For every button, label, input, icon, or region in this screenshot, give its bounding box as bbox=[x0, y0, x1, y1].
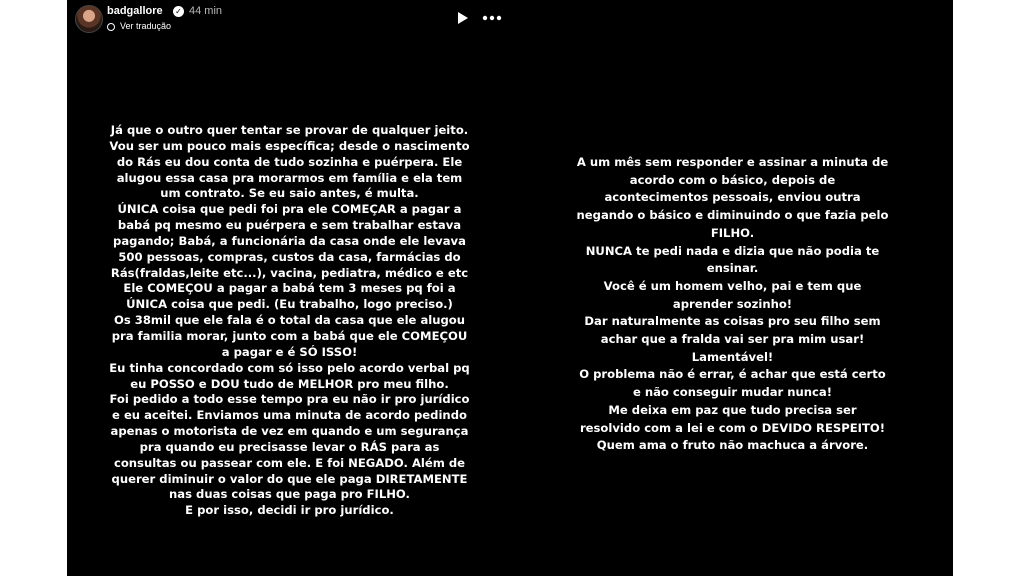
story-text-line: O problema não é errar, é achar que está certo bbox=[579, 367, 886, 382]
story-panel-right bbox=[512, 0, 953, 576]
story-text-line: do Rás eu dou conta de tudo sozinha e puérpera. Ele bbox=[116, 154, 463, 169]
story-text-line: Quem ama o fruto não machuca a árvore. bbox=[596, 438, 869, 453]
story-text-line: Já que o outro quer tentar se provar de qualquer jeito. bbox=[110, 123, 469, 137]
story-text-line: NUNCA te pedi nada e dizia que não podia te bbox=[585, 243, 880, 258]
verified-badge-icon: ✓ bbox=[173, 6, 184, 17]
story-panel-left bbox=[67, 0, 512, 576]
story-text-line: pra familia morar, junto com a babá que ele COMEÇOU bbox=[111, 328, 468, 343]
story-text-line: 500 pessoas, compras, custos da casa, farmácias do bbox=[118, 249, 461, 264]
story-text-line: nas duas coisas que paga pro FILHO. bbox=[169, 487, 410, 502]
profile-avatar[interactable] bbox=[75, 5, 103, 33]
story-text-line: pra quando eu precisasse levar o RÁS para as bbox=[139, 439, 440, 454]
story-text-line: Dar naturalmente as coisas pro seu filho sem bbox=[584, 314, 881, 329]
story-text-line: acordo com o básico, depois de bbox=[629, 172, 836, 187]
story-text-line: Os 38mil que ele fala é o total da casa que ele alugou bbox=[113, 313, 466, 328]
story-text-line: negando o básico e diminuindo o que fazia pelo bbox=[576, 208, 889, 223]
story-text-line: a pagar e é SÓ ISSO! bbox=[221, 344, 358, 359]
story-text-line: alugou essa casa pra morarmos em família e ela tem bbox=[116, 170, 463, 185]
story-text-line: babá pq mesmo eu puérpera e sem trabalhar estava bbox=[117, 218, 462, 233]
story-text-line: acontecimentos pessoais, enviou outra bbox=[604, 190, 861, 205]
play-button[interactable] bbox=[454, 10, 470, 26]
story-text-line: e eu aceitei. Enviamos uma minuta de acordo pedindo bbox=[112, 408, 467, 423]
post-time: 44 min bbox=[189, 5, 223, 17]
story-text-line: e não conseguir mudar nunca! bbox=[632, 385, 833, 400]
more-options-button[interactable] bbox=[481, 10, 503, 26]
story-text-line: E por isso, decidi ir pro jurídico. bbox=[185, 503, 394, 518]
story-text-line: um contrato. Se eu saio antes, é multa. bbox=[160, 186, 419, 201]
play-icon bbox=[454, 10, 470, 26]
username[interactable]: badgallore bbox=[107, 5, 163, 17]
story-text-line: achar que a fralda vai ser pra mim usar! bbox=[600, 332, 865, 347]
story-text-line: Vou ser um pouco mais específica; desde o nascimento bbox=[109, 138, 470, 153]
story-text-right bbox=[512, 154, 953, 455]
story-text-line: consultas ou passear com ele. E foi NEGADO. Além de bbox=[113, 455, 466, 470]
story-text-line: Foi pedido a todo esse tempo pra eu não ir pro jurídico bbox=[109, 392, 470, 407]
story-text-line: ÚNICA coisa que pedi foi pra ele COMEÇAR a pagar a bbox=[117, 202, 462, 217]
story-text-line: resolvido com a lei e com o DEVIDO RESPEITO! bbox=[579, 420, 886, 435]
story-text-line: aprender sozinho! bbox=[672, 296, 793, 311]
story-header bbox=[67, 0, 512, 42]
story-text-line: ÚNICA coisa que pedi. (Eu trabalho, logo preciso.) bbox=[126, 297, 453, 312]
story-text-line: ensinar. bbox=[706, 261, 759, 276]
story-text-line: Me deixa em paz que tudo precisa ser bbox=[608, 402, 857, 417]
story-text-line: Ele COMEÇOU a pagar a babá tem 3 meses pq foi a bbox=[123, 281, 456, 296]
story-text-line: querer diminuir o valor do que ele paga DIRETAMENTE bbox=[111, 471, 468, 486]
story-text-line: eu POSSO e DOU tudo de MELHOR pro meu filho. bbox=[130, 376, 449, 391]
story-text-line: A um mês sem responder e assinar a minuta de bbox=[576, 155, 889, 169]
story-text-line: pagando; Babá, a funcionária da casa onde ele levava bbox=[113, 233, 466, 248]
story-text-line: Rás(fraldas,leite etc...), vacina, pediatra, médico e etc bbox=[110, 265, 469, 280]
more-horizontal-icon bbox=[481, 10, 503, 26]
translate-icon bbox=[107, 23, 115, 31]
story-text-left bbox=[67, 123, 512, 519]
story-text-line: apenas o motorista de vez em quando e um segurança bbox=[110, 424, 469, 439]
story-text-line: Eu tinha concordado com só isso pelo acordo verbal pq bbox=[109, 360, 470, 375]
story-text-line: FILHO. bbox=[710, 225, 755, 240]
translate-label[interactable]: Ver tradução bbox=[120, 21, 172, 31]
story-text-line: Lamentável! bbox=[691, 349, 774, 364]
story-text-line: Você é um homem velho, pai e tem que bbox=[603, 278, 862, 293]
